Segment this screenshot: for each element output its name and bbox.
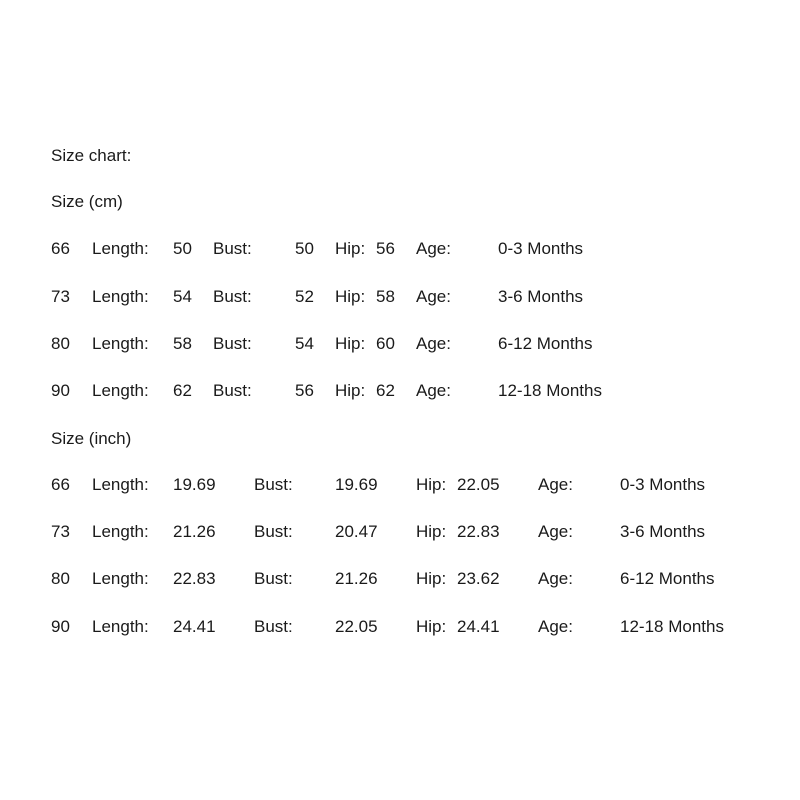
table-row: [0, 332, 800, 356]
inch-section-heading: Size (inch): [51, 429, 132, 448]
size-chart-title: Size chart:: [51, 146, 132, 165]
length-label: Length:: [92, 522, 149, 541]
size-value: 80: [51, 334, 70, 353]
hip-label: Hip:: [416, 522, 447, 541]
age-value: 6-12 Months: [498, 334, 593, 353]
hip-value: 24.41: [457, 617, 500, 636]
size-value: 90: [51, 617, 70, 636]
age-value: 12-18 Months: [498, 381, 602, 400]
age-label: Age:: [538, 617, 573, 636]
hip-label: Hip:: [416, 569, 447, 588]
table-row: [0, 567, 800, 591]
size-value: 90: [51, 381, 70, 400]
size-value: 66: [51, 239, 70, 258]
hip-value: 56: [376, 239, 395, 258]
hip-value: 62: [376, 381, 395, 400]
cm-section-heading: Size (cm): [51, 192, 123, 211]
age-label: Age:: [538, 522, 573, 541]
bust-value: 52: [295, 287, 314, 306]
length-value: 54: [173, 287, 192, 306]
hip-value: 58: [376, 287, 395, 306]
age-label: Age:: [416, 287, 451, 306]
length-label: Length:: [92, 239, 149, 258]
hip-label: Hip:: [335, 239, 366, 258]
size-value: 73: [51, 287, 70, 306]
hip-value: 22.83: [457, 522, 500, 541]
hip-label: Hip:: [335, 334, 366, 353]
size-value: 73: [51, 522, 70, 541]
hip-value: 60: [376, 334, 395, 353]
bust-label: Bust:: [213, 239, 252, 258]
bust-label: Bust:: [254, 617, 293, 636]
hip-value: 22.05: [457, 475, 500, 494]
hip-label: Hip:: [335, 287, 366, 306]
length-value: 22.83: [173, 569, 216, 588]
table-row: [0, 237, 800, 261]
age-value: 0-3 Months: [620, 475, 706, 494]
age-label: Age:: [538, 475, 573, 494]
size-value: 80: [51, 569, 70, 588]
table-row: [0, 285, 800, 309]
size-value: 66: [51, 475, 70, 494]
age-label: Age:: [538, 569, 573, 588]
length-label: Length:: [92, 334, 149, 353]
table-row: [0, 379, 800, 403]
bust-value: 54: [295, 334, 314, 353]
age-label: Age:: [416, 334, 451, 353]
bust-value: 19.69: [335, 475, 378, 494]
table-row: [0, 520, 800, 544]
age-value: 6-12 Months: [620, 569, 715, 588]
length-value: 19.69: [173, 475, 216, 494]
length-value: 50: [173, 239, 192, 258]
bust-value: 22.05: [335, 617, 378, 636]
length-label: Length:: [92, 569, 149, 588]
hip-label: Hip:: [416, 617, 447, 636]
hip-value: 23.62: [457, 569, 500, 588]
bust-value: 21.26: [335, 569, 378, 588]
age-value: 0-3 Months: [498, 239, 584, 258]
bust-label: Bust:: [213, 334, 252, 353]
bust-label: Bust:: [254, 522, 293, 541]
length-label: Length:: [92, 381, 149, 400]
age-value: 3-6 Months: [620, 522, 706, 541]
bust-value: 20.47: [335, 522, 378, 541]
length-value: 62: [173, 381, 192, 400]
bust-value: 56: [295, 381, 314, 400]
length-label: Length:: [92, 475, 149, 494]
age-label: Age:: [416, 381, 451, 400]
bust-label: Bust:: [254, 569, 293, 588]
age-value: 12-18 Months: [620, 617, 724, 636]
length-value: 21.26: [173, 522, 216, 541]
bust-label: Bust:: [254, 475, 293, 494]
bust-label: Bust:: [213, 381, 252, 400]
hip-label: Hip:: [335, 381, 366, 400]
bust-value: 50: [295, 239, 314, 258]
length-label: Length:: [92, 287, 149, 306]
hip-label: Hip:: [416, 475, 447, 494]
bust-label: Bust:: [213, 287, 252, 306]
length-value: 58: [173, 334, 192, 353]
table-row: [0, 615, 800, 639]
length-label: Length:: [92, 617, 149, 636]
table-row: [0, 473, 800, 497]
age-label: Age:: [416, 239, 451, 258]
length-value: 24.41: [173, 617, 216, 636]
age-value: 3-6 Months: [498, 287, 584, 306]
